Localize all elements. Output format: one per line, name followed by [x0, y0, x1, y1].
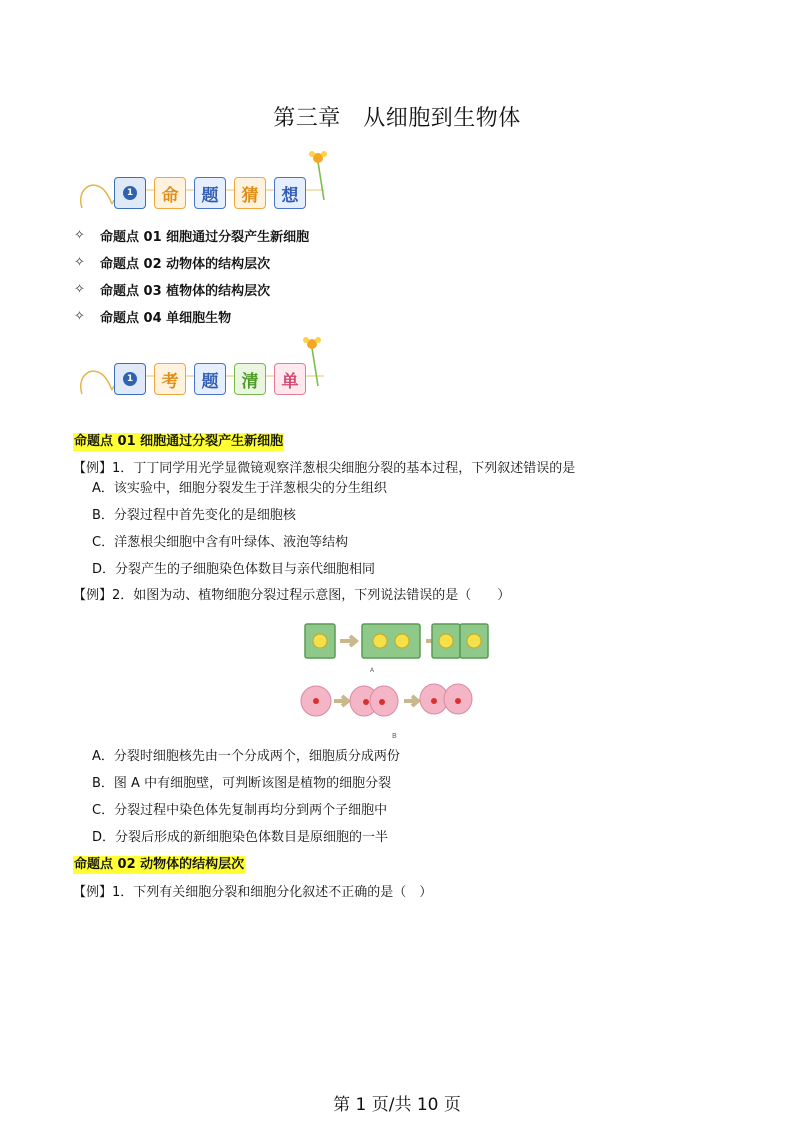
option-a: A．该实验中，细胞分裂发生于洋葱根尖的分生组织: [92, 481, 387, 496]
diamond-star-icon: ✧: [74, 228, 85, 243]
banner1-char-4: 想: [274, 177, 306, 209]
option-b: B．图 A 中有细胞壁，可判断该图是植物的细胞分裂: [92, 776, 392, 791]
banner2-char-3: 清: [234, 363, 266, 395]
section-heading-02: 命题点 02 动物体的结构层次: [74, 857, 245, 872]
banner2-char-4: 单: [274, 363, 306, 395]
banner2-number-tile: [114, 363, 146, 395]
figure-label-a: A: [370, 667, 375, 674]
cell-division-figure: [300, 622, 500, 722]
banner1-char-1: 命: [154, 177, 186, 209]
option-d: D．分裂后形成的新细胞染色体数目是原细胞的一半: [92, 830, 389, 845]
banner1-number-tile: [114, 177, 146, 209]
cell-division-diagram: [300, 622, 500, 722]
diamond-star-icon: ✧: [74, 255, 85, 270]
option-a: A．分裂时细胞核先由一个分成两个，细胞质分成两份: [92, 749, 400, 764]
diamond-star-icon: ✧: [74, 309, 85, 324]
question-stem: 【例】1．丁丁同学用光学显微镜观察洋葱根尖细胞分裂的基本过程，下列叙述错误的是: [73, 461, 576, 476]
option-d: D．分裂产生的子细胞染色体数目与亲代细胞相同: [92, 562, 376, 577]
list-item: ✧ 命题点 01 细胞通过分裂产生新细胞: [74, 228, 310, 245]
figure-label-b: B: [392, 732, 397, 740]
question-stem: 【例】1．下列有关细胞分裂和细胞分化叙述不正确的是（ ）: [73, 885, 433, 900]
banner1-char-3: 猜: [234, 177, 266, 209]
banner2-char-1: 考: [154, 363, 186, 395]
banner1-number: 1: [123, 186, 137, 200]
list-item: ✧ 命题点 03 植物体的结构层次: [74, 282, 271, 299]
banner2-char-2: 题: [194, 363, 226, 395]
banner-mingti-caixiang: [74, 150, 336, 212]
page-title: 第三章 从细胞到生物体: [273, 106, 521, 131]
option-b: B．分裂过程中首先变化的是细胞核: [92, 508, 296, 523]
diamond-star-icon: ✧: [74, 282, 85, 297]
option-c: C．洋葱根尖细胞中含有叶绿体、液泡等结构: [92, 535, 349, 550]
page-footer: 第 1 页/共 10 页: [333, 1095, 461, 1115]
banner1-char-2: 题: [194, 177, 226, 209]
proposition-list: [74, 222, 309, 330]
banner2-number: 1: [123, 372, 137, 386]
section-heading-01: 命题点 01 细胞通过分裂产生新细胞: [74, 434, 284, 449]
list-item: ✧ 命题点 02 动物体的结构层次: [74, 255, 271, 272]
question-stem: 【例】2．如图为动、植物细胞分裂过程示意图，下列说法错误的是（ ）: [73, 588, 511, 603]
option-c: C．分裂过程中染色体先复制再均分到两个子细胞中: [92, 803, 388, 818]
banner-kaoti-qingdan: [74, 336, 336, 398]
list-item: ✧ 命题点 04 单细胞生物: [74, 309, 232, 326]
